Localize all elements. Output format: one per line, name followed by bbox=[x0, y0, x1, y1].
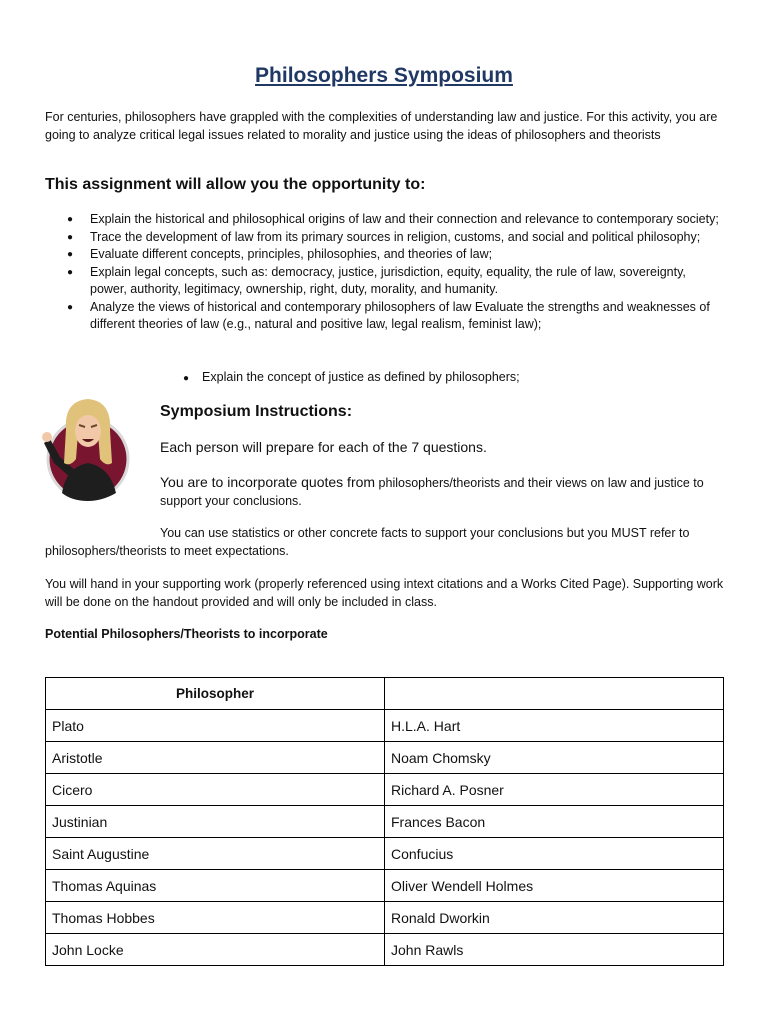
table-row bbox=[46, 774, 724, 806]
objective-item: ● Trace the development of law from its primary sources in religion, customs, and social and political philosophy; bbox=[45, 229, 725, 247]
table-cell: Aristotle bbox=[46, 742, 385, 774]
table-cell: Confucius bbox=[385, 838, 724, 870]
table-row bbox=[46, 838, 724, 870]
table-row bbox=[46, 742, 724, 774]
instructions-each-person: Each person will prepare for each of the 7 questions. bbox=[160, 439, 487, 455]
table-cell: Plato bbox=[46, 710, 385, 742]
objective-item: ● Analyze the views of historical and contemporary philosophers of law Evaluate the strengths and weaknesses of different theories of law (e.g., natural and positive law, legal realism, feminist law); bbox=[45, 299, 725, 334]
table-cell: Justinian bbox=[46, 806, 385, 838]
table-header-cell: Philosopher bbox=[46, 678, 385, 710]
instructions-hand-in: You will hand in your supporting work (properly referenced using intext citations and a Works Cited Page). Supporting work will be done on the handout provided and will only be included in class. bbox=[45, 577, 724, 609]
page-title: Philosophers Symposium bbox=[255, 64, 513, 87]
intro-paragraph: For centuries, philosophers have grappled with the complexities of understanding law and justice. For this activity, you are going to analyze critical legal issues related to morality and justice using the ideas of philosophers and theorists bbox=[45, 110, 718, 142]
potential-heading: Potential Philosophers/Theorists to incorporate bbox=[45, 627, 328, 641]
instructions-statistics: You can use statistics or other concrete facts to support your conclusions but you MUST refer to philosophers/theorists to meet expectations. bbox=[45, 526, 690, 558]
table-cell: Cicero bbox=[46, 774, 385, 806]
objective-item: ● Evaluate different concepts, principles, philosophies, and theories of law; bbox=[45, 246, 725, 264]
table-cell: Noam Chomsky bbox=[385, 742, 724, 774]
table-row bbox=[46, 806, 724, 838]
opportunity-heading: This assignment will allow you the opportunity to: bbox=[45, 176, 426, 193]
avatar-fist bbox=[42, 432, 52, 442]
objective-text: Explain the concept of justice as defined by philosophers; bbox=[202, 370, 520, 384]
table-row bbox=[46, 870, 724, 902]
table-row bbox=[46, 710, 724, 742]
quotes-lead: You are to incorporate quotes from bbox=[160, 474, 376, 490]
table-cell: John Rawls bbox=[385, 934, 724, 966]
table-cell: Richard A. Posner bbox=[385, 774, 724, 806]
objective-item-justice bbox=[183, 369, 520, 388]
objectives-list bbox=[45, 211, 725, 334]
table-cell: John Locke bbox=[46, 934, 385, 966]
instructions-quotes bbox=[160, 474, 730, 510]
table-cell: H.L.A. Hart bbox=[385, 710, 724, 742]
objective-item: ● Explain the historical and philosophical origins of law and their connection and relevance to contemporary society; bbox=[45, 211, 725, 229]
avatar bbox=[36, 393, 136, 505]
table-row bbox=[46, 934, 724, 966]
instructions-heading: Symposium Instructions: bbox=[160, 403, 353, 420]
table-row bbox=[46, 902, 724, 934]
table-cell: Ronald Dworkin bbox=[385, 902, 724, 934]
table-header-cell bbox=[385, 678, 724, 710]
table-cell: Oliver Wendell Holmes bbox=[385, 870, 724, 902]
quotes-rest: philosophers/theorists and their views on law and justice to support your conclusions. bbox=[160, 476, 704, 508]
table-cell: Frances Bacon bbox=[385, 806, 724, 838]
table-cell: Saint Augustine bbox=[46, 838, 385, 870]
table-header-row bbox=[46, 678, 724, 710]
objective-item: ● Explain legal concepts, such as: democracy, justice, jurisdiction, equity, equality, the rule of law, sovereignty, power, authority, legitimacy, ownership, right, duty, morality, and humanity. bbox=[45, 264, 725, 299]
table-cell: Thomas Aquinas bbox=[46, 870, 385, 902]
avatar-face bbox=[75, 415, 101, 447]
table-cell: Thomas Hobbes bbox=[46, 902, 385, 934]
philosophers-table bbox=[45, 677, 724, 966]
